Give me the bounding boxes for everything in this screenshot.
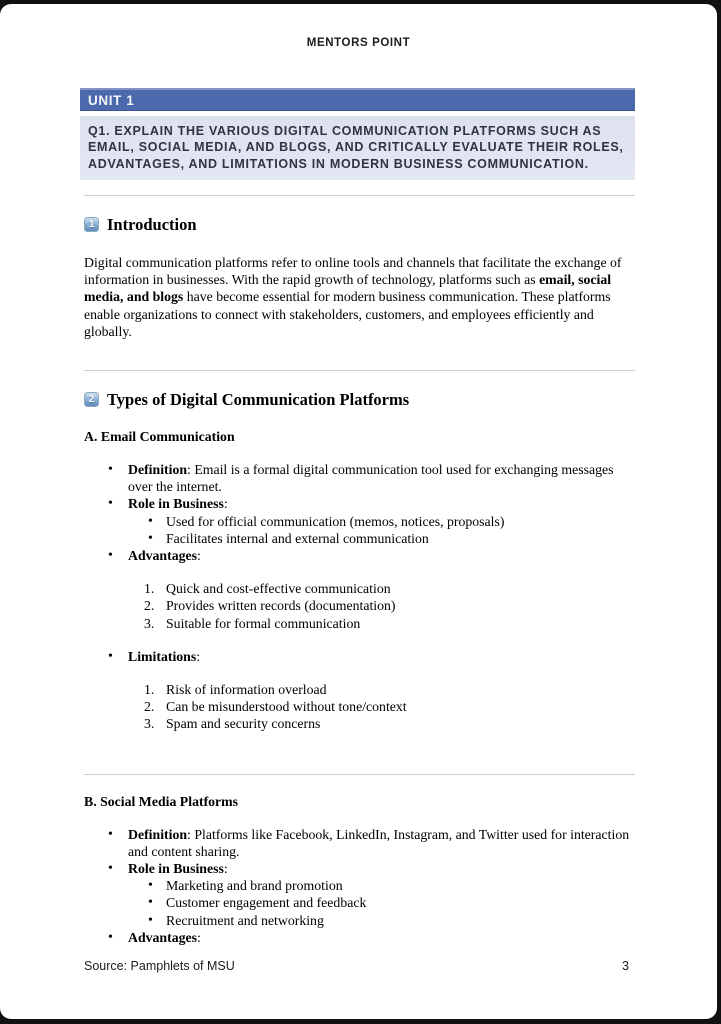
intro-paragraph-end: have become essential for modern business communication. These platforms enable organizations to connect with stakeholders, customers, and employees efficiently and globally.	[84, 289, 611, 339]
page-content	[80, 88, 635, 946]
email-list	[80, 461, 635, 733]
role-colon: :	[223, 496, 228, 512]
list-item	[80, 547, 635, 564]
definition-label: Definition	[128, 826, 188, 842]
section-divider	[84, 195, 635, 196]
intro-paragraph	[84, 254, 635, 340]
list-item	[80, 461, 635, 495]
advantages-label: Advantages	[128, 929, 197, 945]
list-item: • Customer engagement and feedback	[80, 894, 635, 911]
role-colon: :	[223, 860, 228, 876]
list-item: Quick and cost-effective communication	[166, 581, 391, 597]
intro-heading	[84, 215, 635, 235]
types-heading-label: Types of Digital Communication Platforms	[107, 389, 410, 409]
definition-label: Definition	[128, 461, 188, 477]
advantages-colon: :	[197, 929, 201, 945]
limitations-label: Limitations	[128, 648, 197, 664]
email-subheading: A. Email Communication	[84, 428, 235, 444]
list-item: Can be misunderstood without tone/context	[166, 699, 407, 715]
list-item: Provides written records (documentation)	[166, 598, 396, 614]
list-item	[80, 860, 635, 877]
list-item: • Recruitment and networking	[80, 912, 635, 929]
limitations-numbered-list	[80, 681, 635, 733]
role-label: Role in Business	[128, 860, 224, 876]
definition-text: : Platforms like Facebook, LinkedIn, Instagram, and Twitter used for interaction and content sharing.	[128, 826, 630, 859]
list-item	[80, 929, 635, 946]
question-box: Q1. EXPLAIN THE VARIOUS DIGITAL COMMUNICATION PLATFORMS SUCH AS EMAIL, SOCIAL MEDIA, AND BLOGS, AND CRITICALLY EVALUATE THEIR ROLES, ADVANTAGES, AND LIMITATIONS IN MODERN BUSINESS COMMUNICATION.	[80, 116, 635, 180]
footer-page-number: 3	[622, 959, 629, 973]
definition-text: : Email is a formal digital communication tool used for exchanging messages over the internet.	[128, 461, 614, 495]
unit-banner: UNIT 1	[80, 88, 635, 111]
footer-source: Source: Pamphlets of MSU	[84, 959, 235, 973]
list-item	[80, 495, 635, 512]
section-divider	[84, 774, 635, 775]
limitations-colon: :	[196, 648, 201, 664]
advantages-label: Advantages	[128, 547, 197, 563]
intro-paragraph-bold: email, social media, and blogs	[84, 272, 612, 305]
intro-paragraph-start: Digital communication platforms refer to online tools and channels that facilitate the exchange of information in businesses. With the rapid growth of technology, platforms such as	[84, 254, 622, 288]
list-item: • Facilitates internal and external communication	[80, 530, 635, 547]
page-footer	[84, 959, 629, 973]
list-item: Spam and security concerns	[166, 716, 321, 732]
role-label: Role in Business	[128, 496, 224, 512]
social-subheading: B. Social Media Platforms	[84, 793, 239, 809]
advantages-colon: :	[197, 547, 201, 563]
list-item: Risk of information overload	[166, 681, 327, 697]
section-divider	[84, 370, 635, 371]
types-heading	[84, 390, 635, 410]
list-item	[80, 648, 635, 665]
advantages-numbered-list	[80, 580, 635, 632]
document-page	[0, 4, 717, 1019]
intro-heading-label: Introduction	[107, 214, 197, 234]
list-item: • Used for official communication (memos, notices, proposals)	[80, 513, 635, 530]
social-list	[80, 826, 635, 946]
keycap-1-icon: 1	[84, 217, 99, 232]
list-item	[80, 826, 635, 860]
keycap-2-icon: 2	[84, 392, 99, 407]
list-item: Suitable for formal communication	[166, 615, 361, 631]
page-header: MENTORS POINT	[306, 37, 411, 49]
list-item: • Marketing and brand promotion	[80, 877, 635, 894]
